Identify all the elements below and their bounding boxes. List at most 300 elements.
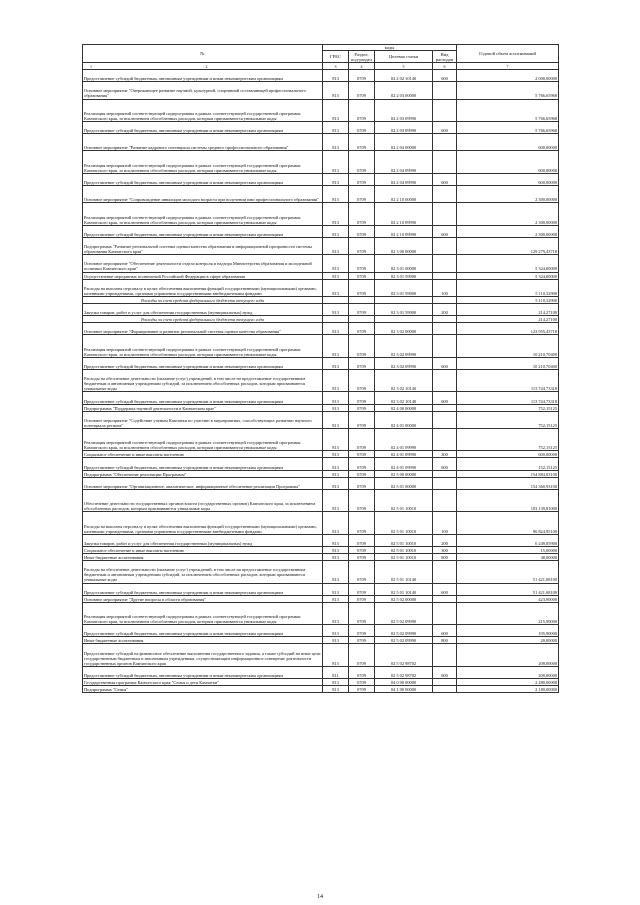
row-description: Закупка товаров, работ и услуг для обеспечения государственных (муниципальных) нужд bbox=[83, 303, 323, 315]
table-row bbox=[83, 666, 559, 678]
row-amount: 96 824,95100 bbox=[457, 512, 559, 534]
row-target-article: 02 3 02 00000 bbox=[375, 323, 433, 335]
row-grbs: 813 bbox=[323, 602, 349, 624]
row-grbs: 813 bbox=[323, 370, 349, 392]
table-row bbox=[83, 70, 559, 82]
table-row bbox=[83, 335, 559, 357]
row-section: 0709 bbox=[349, 583, 375, 595]
row-amount: 5 324,00000 bbox=[457, 255, 559, 272]
row-expense-type bbox=[433, 489, 457, 511]
table-row bbox=[83, 404, 559, 411]
row-target-article: 02 2 04 09990 bbox=[375, 173, 433, 185]
row-description: Реализация мероприятий соответствующей подпрограммы в рамках соответствующей государственной программы Камчатского края, за исключением обособленных расходов, которым присваиваются уникальные коды bbox=[83, 203, 323, 225]
row-section: 0709 bbox=[349, 561, 375, 583]
row-amount: 752,15125 bbox=[457, 411, 559, 428]
row-section: 0709 bbox=[349, 70, 375, 82]
row-grbs: 813 bbox=[323, 404, 349, 411]
table-row bbox=[83, 637, 559, 644]
row-amount: 2 180,00000 bbox=[457, 686, 559, 693]
column-index bbox=[83, 63, 323, 70]
row-target-article: 02 4 01 09990 bbox=[375, 429, 433, 451]
row-description: Реализация мероприятий соответствующей подпрограммы в рамках соответствующей государственной программы Камчатского края, за исключением обособленных расходов, которым присваиваются уникальные коды bbox=[83, 151, 323, 173]
row-description: Основное мероприятие "Другие вопросы в области образования" bbox=[83, 595, 323, 602]
table-row bbox=[83, 82, 559, 99]
row-amount: 6 249,85900 bbox=[457, 534, 559, 546]
row-amount: 600,00000 bbox=[457, 173, 559, 185]
row-expense-type: 800 bbox=[433, 554, 457, 561]
row-grbs: 813 bbox=[323, 335, 349, 357]
row-expense-type bbox=[433, 686, 457, 693]
row-expense-type bbox=[433, 82, 457, 99]
row-description: Расходы на обеспечение деятельности (оказание услуг) учреждений, в том числе на предоставление государственным бюджетным и автономным учреждениям субсидий, за исключением обособленных расходов, которым присваиваются уникальные коды bbox=[83, 370, 323, 392]
row-target-article bbox=[375, 296, 433, 303]
row-target-article: 02 5 01 10010 bbox=[375, 554, 433, 561]
row-grbs: 813 bbox=[323, 546, 349, 553]
row-target-article bbox=[375, 316, 433, 323]
row-expense-type: 600 bbox=[433, 121, 457, 133]
row-expense-type bbox=[433, 335, 457, 357]
row-section: 0709 bbox=[349, 429, 375, 451]
row-amount: 208,00000 bbox=[457, 644, 559, 666]
row-expense-type bbox=[433, 316, 457, 323]
row-expense-type: 300 bbox=[433, 546, 457, 553]
table-row bbox=[83, 625, 559, 637]
row-grbs: 813 bbox=[323, 357, 349, 369]
row-target-article: 02 3 02 10140 bbox=[375, 392, 433, 404]
row-expense-type: 600 bbox=[433, 625, 457, 637]
row-description: Реализация мероприятий соответствующей подпрограммы в рамках соответствующей государственной программы Камчатского края, за исключением обособленных расходов, которым присваиваются уникальные коды bbox=[83, 99, 323, 121]
row-amount: 113 744,73318 bbox=[457, 392, 559, 404]
row-grbs: 813 bbox=[323, 477, 349, 489]
row-section: 0709 bbox=[349, 470, 375, 477]
row-description: Иные бюджетные ассигнования bbox=[83, 554, 323, 561]
row-target-article: 02 3 00 00000 bbox=[375, 237, 433, 254]
row-amount: 5 110,32900 bbox=[457, 296, 559, 303]
row-target-article: 02 3 01 59900 bbox=[375, 279, 433, 296]
row-section: 0709 bbox=[349, 255, 375, 272]
table-row bbox=[83, 316, 559, 323]
row-expense-type: 600 bbox=[433, 392, 457, 404]
row-amount: 15,00000 bbox=[457, 546, 559, 553]
row-section: 0709 bbox=[349, 323, 375, 335]
table-row bbox=[83, 370, 559, 392]
table-row bbox=[83, 470, 559, 477]
row-description: Подпрограмма "Развитие региональной системы оценки качества образования и информационной прозрачности системы образования Камчатского края" bbox=[83, 237, 323, 254]
row-grbs: 813 bbox=[323, 186, 349, 203]
row-target-article: 02 4 01 09990 bbox=[375, 458, 433, 470]
header-rzpr: Раздел, под-раздел bbox=[349, 51, 375, 63]
table-row bbox=[83, 429, 559, 451]
row-grbs: 813 bbox=[323, 255, 349, 272]
row-amount: 51 421,08100 bbox=[457, 561, 559, 583]
row-amount: 48,00000 bbox=[457, 554, 559, 561]
row-amount: 103 139,81000 bbox=[457, 489, 559, 511]
row-expense-type bbox=[433, 602, 457, 624]
row-expense-type: 100 bbox=[433, 279, 457, 296]
row-amount: 51 421,08100 bbox=[457, 583, 559, 595]
row-description: Социальное обеспечение и иные выплаты населению bbox=[83, 451, 323, 458]
row-description: Основное мероприятие "Сопровождение инвалидов молодого возраста при получении ими профессионального образования" bbox=[83, 186, 323, 203]
row-grbs: 811 bbox=[323, 666, 349, 678]
row-grbs: 813 bbox=[323, 151, 349, 173]
row-target-article: 02 5 01 10010 bbox=[375, 534, 433, 546]
row-grbs: 813 bbox=[323, 323, 349, 335]
row-description: Подпрограмма "Обеспечение реализации Программы" bbox=[83, 470, 323, 477]
column-index-2: 2 bbox=[205, 63, 208, 69]
row-grbs: 813 bbox=[323, 225, 349, 237]
row-target-article: 02 3 02 09990 bbox=[375, 335, 433, 357]
row-expense-type bbox=[433, 404, 457, 411]
row-description: Обеспечение деятельности государственных органов власти (государственных органов) Камчатского края, за исключением обособленных расходов, которым присваиваются уникальные коды bbox=[83, 489, 323, 511]
row-description: Предоставление субсидий бюджетным, автономным учреждениям и иным некоммерческим организациям bbox=[83, 121, 323, 133]
row-section: 0709 bbox=[349, 151, 375, 173]
row-section: 0709 bbox=[349, 644, 375, 666]
row-target-article: 02 5 01 00000 bbox=[375, 477, 433, 489]
row-grbs: 813 bbox=[323, 279, 349, 296]
row-grbs: 813 bbox=[323, 644, 349, 666]
row-description: Предоставление субсидий бюджетным, автономным учреждениям и иным некоммерческим организациям bbox=[83, 173, 323, 185]
table-row bbox=[83, 255, 559, 272]
row-expense-type bbox=[433, 255, 457, 272]
row-section: 0709 bbox=[349, 686, 375, 693]
row-grbs: 813 bbox=[323, 173, 349, 185]
row-amount: 10 210,70400 bbox=[457, 335, 559, 357]
table-row bbox=[83, 583, 559, 595]
row-amount: 154 360,93100 bbox=[457, 477, 559, 489]
row-amount: 20,00000 bbox=[457, 637, 559, 644]
row-description: Расходы за счет средств федерального бюджета текущего года bbox=[83, 296, 323, 303]
row-amount: 195,90000 bbox=[457, 625, 559, 637]
row-grbs: 813 bbox=[323, 134, 349, 151]
column-index-row bbox=[83, 63, 559, 70]
table-row bbox=[83, 595, 559, 602]
table-row bbox=[83, 134, 559, 151]
row-grbs: 813 bbox=[323, 70, 349, 82]
table-row bbox=[83, 173, 559, 185]
row-grbs: 813 bbox=[323, 686, 349, 693]
row-expense-type bbox=[433, 411, 457, 428]
row-target-article: 02 5 02 09990 bbox=[375, 637, 433, 644]
row-expense-type: 300 bbox=[433, 451, 457, 458]
row-section: 0709 bbox=[349, 512, 375, 534]
row-description: Осуществление переданных полномочий Российской Федерации в сфере образования bbox=[83, 272, 323, 279]
row-description: Основное мероприятие "Содействие ученым Камчатки по участию в мероприятиях, способствующих развитию научного потенциала региона" bbox=[83, 411, 323, 428]
row-expense-type: 800 bbox=[433, 637, 457, 644]
table-row bbox=[83, 357, 559, 369]
row-description: Предоставление субсидий бюджетным, автономным учреждениям и иным некоммерческим организациям bbox=[83, 357, 323, 369]
row-target-article: 02 5 00 00000 bbox=[375, 470, 433, 477]
row-amount: 2 300,00000 bbox=[457, 186, 559, 203]
row-expense-type: 600 bbox=[433, 70, 457, 82]
row-section: 0709 bbox=[349, 186, 375, 203]
table-row bbox=[83, 644, 559, 666]
row-grbs: 813 bbox=[323, 554, 349, 561]
row-grbs: 813 bbox=[323, 392, 349, 404]
row-grbs: 813 bbox=[323, 679, 349, 686]
table-row bbox=[83, 554, 559, 561]
row-expense-type: 600 bbox=[433, 666, 457, 678]
row-target-article: 02 4 01 00000 bbox=[375, 411, 433, 428]
row-description: Подпрограмма "Семья" bbox=[83, 686, 323, 693]
row-amount: 600,00000 bbox=[457, 151, 559, 173]
page-number: 14 bbox=[317, 894, 323, 900]
row-amount: 129 279,43718 bbox=[457, 237, 559, 254]
row-target-article: 02 4 00 00000 bbox=[375, 404, 433, 411]
row-amount: 2 300,00000 bbox=[457, 225, 559, 237]
table-row bbox=[83, 151, 559, 173]
row-amount: 600,00000 bbox=[457, 451, 559, 458]
row-description: Предоставление субсидий бюджетным, автономным учреждениям и иным некоммерческим организациям bbox=[83, 225, 323, 237]
row-target-article: 02 3 01 59900 bbox=[375, 272, 433, 279]
row-expense-type bbox=[433, 595, 457, 602]
table-row bbox=[83, 489, 559, 511]
row-target-article: 02 2 10 09990 bbox=[375, 225, 433, 237]
row-target-article: 02 5 02 98702 bbox=[375, 644, 433, 666]
row-target-article: 02 3 01 59900 bbox=[375, 303, 433, 315]
row-grbs: 813 bbox=[323, 303, 349, 315]
table-row bbox=[83, 477, 559, 489]
row-description: Основное мероприятие "Развитие кадрового потенциала системы среднего профессионального образования" bbox=[83, 134, 323, 151]
row-section: 0709 bbox=[349, 225, 375, 237]
row-description: Реализация мероприятий соответствующей подпрограммы в рамках соответствующей государственной программы Камчатского края, за исключением обособленных расходов, которым присваиваются уникальные коды bbox=[83, 429, 323, 451]
row-grbs bbox=[323, 296, 349, 303]
row-amount: 214,27100 bbox=[457, 316, 559, 323]
row-section: 0709 bbox=[349, 602, 375, 624]
row-grbs: 813 bbox=[323, 625, 349, 637]
column-index-1: 1 bbox=[90, 63, 92, 69]
row-target-article: 02 4 01 09990 bbox=[375, 451, 433, 458]
row-expense-type bbox=[433, 561, 457, 583]
budget-table bbox=[82, 44, 559, 693]
row-target-article: 02 5 01 10140 bbox=[375, 561, 433, 583]
row-target-article: 02 3 02 10140 bbox=[375, 370, 433, 392]
table-row bbox=[83, 561, 559, 583]
row-section: 0709 bbox=[349, 477, 375, 489]
row-grbs: 813 bbox=[323, 489, 349, 511]
row-expense-type bbox=[433, 477, 457, 489]
row-target-article: 02 5 01 10010 bbox=[375, 546, 433, 553]
row-expense-type bbox=[433, 429, 457, 451]
row-target-article: 02 2 10 00000 bbox=[375, 186, 433, 203]
row-section: 0709 bbox=[349, 534, 375, 546]
row-section: 0709 bbox=[349, 554, 375, 561]
row-expense-type bbox=[433, 203, 457, 225]
row-target-article: 02 3 02 09990 bbox=[375, 357, 433, 369]
row-section: 0709 bbox=[349, 546, 375, 553]
column-index: 5 bbox=[375, 63, 433, 70]
row-section: 0709 bbox=[349, 458, 375, 470]
row-target-article: 02 2 04 09990 bbox=[375, 151, 433, 173]
row-grbs: 813 bbox=[323, 121, 349, 133]
row-section: 0709 bbox=[349, 357, 375, 369]
row-grbs: 813 bbox=[323, 470, 349, 477]
header-codes: коды bbox=[323, 45, 457, 51]
row-section: 0709 bbox=[349, 489, 375, 511]
table-row bbox=[83, 121, 559, 133]
row-amount: 113 744,73318 bbox=[457, 370, 559, 392]
row-description: Расходы за счет средств федерального бюджета текущего года bbox=[83, 316, 323, 323]
table-row bbox=[83, 186, 559, 203]
row-grbs: 813 bbox=[323, 429, 349, 451]
row-section: 0709 bbox=[349, 595, 375, 602]
row-section: 0709 bbox=[349, 679, 375, 686]
row-grbs: 813 bbox=[323, 534, 349, 546]
row-description: Основное мероприятие "Организационное, аналитическое, информационное обеспечение реализации Программы" bbox=[83, 477, 323, 489]
row-amount: 600,00000 bbox=[457, 134, 559, 151]
row-section: 0709 bbox=[349, 625, 375, 637]
row-amount: 10 210,70400 bbox=[457, 357, 559, 369]
row-grbs: 813 bbox=[323, 637, 349, 644]
row-description: Иные бюджетные ассигнования bbox=[83, 637, 323, 644]
row-amount: 215,90000 bbox=[457, 602, 559, 624]
row-amount: 5 766,65968 bbox=[457, 121, 559, 133]
row-description: Расходы на обеспечение деятельности (оказание услуг) учреждений, в том числе на предоставление государственным бюджетным и автономным учреждениям субсидий, за исключением обособленных расходов, которым присваиваются уникальные коды bbox=[83, 561, 323, 583]
row-expense-type bbox=[433, 151, 457, 173]
row-section bbox=[349, 296, 375, 303]
row-amount: 5 766,65968 bbox=[457, 82, 559, 99]
row-target-article: 04 1 00 00000 bbox=[375, 686, 433, 693]
row-expense-type bbox=[433, 323, 457, 335]
table-row bbox=[83, 411, 559, 428]
row-description: Государственная программа Камчатского края "Семья и дети Камчатки" bbox=[83, 679, 323, 686]
table-row bbox=[83, 546, 559, 553]
row-grbs: 813 bbox=[323, 82, 349, 99]
row-target-article: 02 2 04 00000 bbox=[375, 134, 433, 151]
table-row bbox=[83, 303, 559, 315]
row-target-article: 02 5 01 10010 bbox=[375, 512, 433, 534]
row-expense-type: 600 bbox=[433, 357, 457, 369]
row-description: Закупка товаров, работ и услуг для обеспечения государственных (муниципальных) нужд bbox=[83, 534, 323, 546]
row-section: 0709 bbox=[349, 303, 375, 315]
column-index: 6 bbox=[433, 63, 457, 70]
row-grbs: 813 bbox=[323, 99, 349, 121]
row-section: 0709 bbox=[349, 637, 375, 644]
table-row bbox=[83, 392, 559, 404]
row-description: Предоставление субсидий на финансовое обеспечение выполнения государственного задания, а также субсидий на иные цели государственным бюджетным и автономным учреждениям, осуществляющим информационное освещение деятельности государственных органов Камчатского края bbox=[83, 644, 323, 666]
table-row bbox=[83, 512, 559, 534]
row-amount: 5 766,65968 bbox=[457, 99, 559, 121]
table-row bbox=[83, 679, 559, 686]
row-expense-type bbox=[433, 134, 457, 151]
row-description: Основное мероприятие "Формирование и развитие региональной системы оценки качества образования" bbox=[83, 323, 323, 335]
row-section: 0709 bbox=[349, 121, 375, 133]
row-section: 0709 bbox=[349, 272, 375, 279]
row-description: Реализация мероприятий соответствующей подпрограммы в рамках соответствующей государственной программы Камчатского края, за исключением обособленных расходов, которым присваиваются уникальные коды bbox=[83, 602, 323, 624]
row-description: Предоставление субсидий бюджетным, автономным учреждениям и иным некоммерческим организациям bbox=[83, 666, 323, 678]
row-target-article: 02 2 02 10140 bbox=[375, 70, 433, 82]
row-description: Реализация мероприятий соответствующей подпрограммы в рамках соответствующей государственной программы Камчатского края, за исключением обособленных расходов, которым присваиваются уникальные коды bbox=[83, 335, 323, 357]
row-section: 0709 bbox=[349, 335, 375, 357]
row-section: 0709 bbox=[349, 279, 375, 296]
row-target-article: 02 2 03 00000 bbox=[375, 82, 433, 99]
row-description: Подпрограмма "Поддержка научной деятельности в Камчатском крае" bbox=[83, 404, 323, 411]
row-description: Предоставление субсидий бюджетным, автономным учреждениям и иным некоммерческим организациям bbox=[83, 70, 323, 82]
row-section: 0709 bbox=[349, 237, 375, 254]
row-grbs bbox=[323, 316, 349, 323]
row-section: 0709 bbox=[349, 404, 375, 411]
row-section: 0709 bbox=[349, 134, 375, 151]
row-amount: 123 955,43718 bbox=[457, 323, 559, 335]
table-row bbox=[83, 296, 559, 303]
row-description: Предоставление субсидий бюджетным, автономным учреждениям и иным некоммерческим организациям bbox=[83, 458, 323, 470]
row-grbs: 813 bbox=[323, 451, 349, 458]
row-expense-type bbox=[433, 370, 457, 392]
row-section: 0709 bbox=[349, 173, 375, 185]
row-grbs: 813 bbox=[323, 458, 349, 470]
row-section: 0709 bbox=[349, 370, 375, 392]
header-num: № bbox=[83, 45, 323, 63]
table-row bbox=[83, 203, 559, 225]
table-row bbox=[83, 458, 559, 470]
row-expense-type: 600 bbox=[433, 173, 457, 185]
row-expense-type bbox=[433, 470, 457, 477]
row-grbs: 813 bbox=[323, 203, 349, 225]
row-expense-type bbox=[433, 644, 457, 666]
row-grbs: 813 bbox=[323, 272, 349, 279]
row-section: 0709 bbox=[349, 82, 375, 99]
row-grbs: 813 bbox=[323, 595, 349, 602]
row-target-article: 02 2 03 09990 bbox=[375, 99, 433, 121]
row-section: 0709 bbox=[349, 203, 375, 225]
row-description: Предоставление субсидий бюджетным, автономным учреждениям и иным некоммерческим организациям bbox=[83, 625, 323, 637]
row-amount: 5 324,00000 bbox=[457, 272, 559, 279]
row-grbs: 813 bbox=[323, 583, 349, 595]
row-target-article: 02 5 02 09990 bbox=[375, 602, 433, 624]
row-amount: 5 110,32900 bbox=[457, 279, 559, 296]
row-target-article: 02 2 10 09990 bbox=[375, 203, 433, 225]
row-section bbox=[349, 316, 375, 323]
row-amount: 752,15125 bbox=[457, 404, 559, 411]
row-expense-type: 600 bbox=[433, 458, 457, 470]
table-row bbox=[83, 323, 559, 335]
row-amount: 2 300,00000 bbox=[457, 203, 559, 225]
column-index: 7 bbox=[457, 63, 559, 70]
table-row bbox=[83, 451, 559, 458]
row-grbs: 813 bbox=[323, 411, 349, 428]
column-index: 4 bbox=[349, 63, 375, 70]
row-description: Основное мероприятие "Обеспечение деятельности отдела контроля и надзора Министерства образования и молодежной политики Камчатского края" bbox=[83, 255, 323, 272]
row-expense-type bbox=[433, 99, 457, 121]
header-cst: Целевая статья bbox=[375, 51, 433, 63]
row-amount: 152,15125 bbox=[457, 458, 559, 470]
row-expense-type bbox=[433, 272, 457, 279]
table-row bbox=[83, 534, 559, 546]
row-target-article: 04 0 00 00000 bbox=[375, 679, 433, 686]
row-description: Социальное обеспечение и иные выплаты населению bbox=[83, 546, 323, 553]
table-row bbox=[83, 272, 559, 279]
row-description: Предоставление субсидий бюджетным, автономным учреждениям и иным некоммерческим организациям bbox=[83, 583, 323, 595]
row-amount: 154 884,03100 bbox=[457, 470, 559, 477]
row-target-article: 02 5 01 10010 bbox=[375, 489, 433, 511]
row-expense-type bbox=[433, 679, 457, 686]
row-target-article: 02 3 01 00000 bbox=[375, 255, 433, 272]
row-expense-type: 200 bbox=[433, 534, 457, 546]
row-description: Основное мероприятие "Опережающее развитие научной, культурной, спортивной составляющей профессионального образования" bbox=[83, 82, 323, 99]
table-row bbox=[83, 602, 559, 624]
row-section: 0709 bbox=[349, 392, 375, 404]
row-amount: 423,90000 bbox=[457, 595, 559, 602]
row-amount: 2 480,00000 bbox=[457, 679, 559, 686]
header-vr: Вид расходов bbox=[433, 51, 457, 63]
row-expense-type bbox=[433, 237, 457, 254]
table-row bbox=[83, 225, 559, 237]
row-section: 0709 bbox=[349, 666, 375, 678]
row-section: 0709 bbox=[349, 99, 375, 121]
row-amount: 214,27100 bbox=[457, 303, 559, 315]
row-target-article: 02 5 02 00000 bbox=[375, 595, 433, 602]
row-expense-type: 600 bbox=[433, 225, 457, 237]
table-row bbox=[83, 237, 559, 254]
